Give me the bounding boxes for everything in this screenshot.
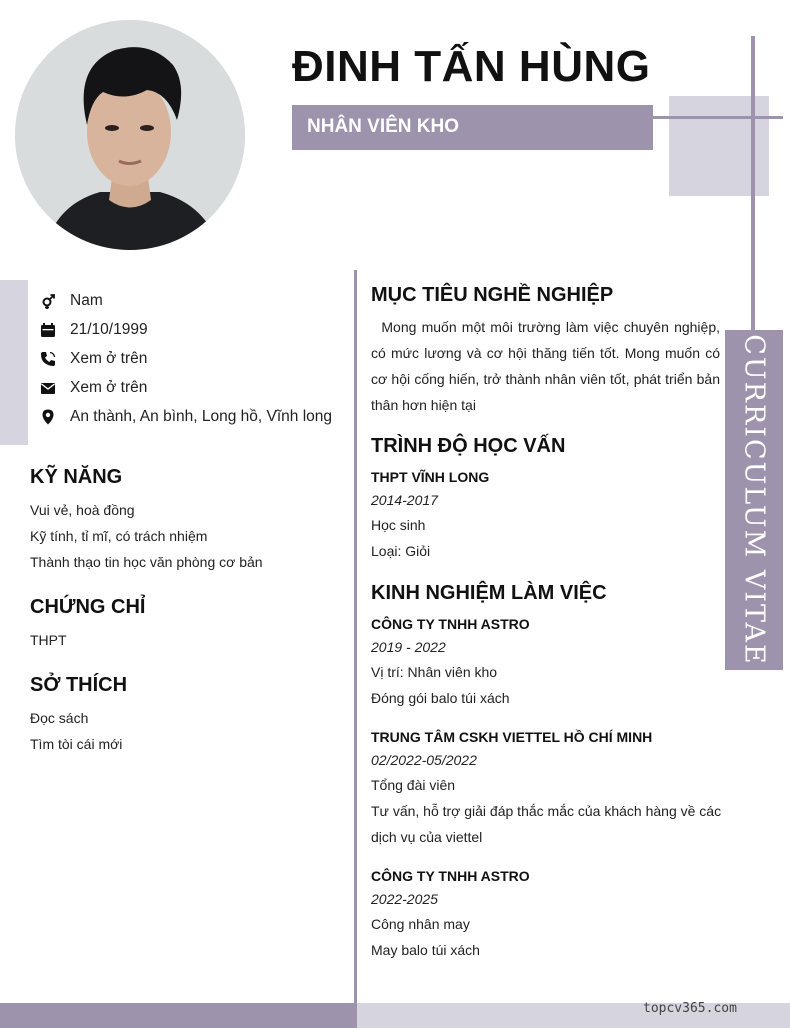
- curriculum-vitae-label: CURRICULUM VITAE: [738, 334, 770, 666]
- education-title: TRÌNH ĐỘ HỌC VẤN: [371, 435, 566, 457]
- experience-title: KINH NGHIỆM LÀM VIỆC: [371, 582, 607, 604]
- job-period: 02/2022-05/2022: [371, 752, 477, 768]
- location-pin-icon: [38, 407, 58, 427]
- objective-title: MỤC TIÊU NGHỀ NGHIỆP: [371, 284, 614, 306]
- curriculum-vitae-banner: [725, 330, 783, 670]
- hobby-item: Tìm tòi cái mới: [30, 736, 123, 752]
- job-line: Tư vấn, hỗ trợ giải đáp thắc mắc của khách hàng về các: [371, 803, 722, 819]
- job-title: NHÂN VIÊN KHO: [307, 116, 460, 137]
- contact-address: [38, 406, 332, 428]
- skills-title: KỸ NĂNG: [30, 466, 123, 488]
- job-line: Đóng gói balo túi xách: [371, 690, 510, 706]
- calendar-icon: [38, 320, 58, 340]
- certificate-item: THPT: [30, 632, 67, 648]
- contact-email: [38, 377, 147, 399]
- job-company: CÔNG TY TNHH ASTRO: [371, 868, 530, 884]
- decorative-vertical-line: [751, 36, 755, 331]
- skill-item: Kỹ tính, tỉ mĩ, có trách nhiệm: [30, 528, 208, 544]
- column-divider: [354, 270, 357, 1005]
- job-line: May balo túi xách: [371, 942, 480, 958]
- job-line: Vị trí: Nhân viên kho: [371, 664, 498, 680]
- profile-photo: [15, 20, 245, 250]
- contact-phone: [38, 348, 147, 370]
- footer-bar-left: [0, 1003, 357, 1028]
- contact-gender-text: Nam: [70, 292, 103, 309]
- gender-icon: [38, 291, 58, 311]
- footer-site: topcv365.com: [643, 1001, 737, 1016]
- education-period: 2014-2017: [371, 492, 438, 508]
- phone-icon: [38, 349, 58, 369]
- decorative-horizontal-line: [653, 116, 783, 119]
- hobby-item: Đọc sách: [30, 710, 89, 726]
- hobbies-title: SỞ THÍCH: [30, 674, 128, 696]
- education-school: THPT VĨNH LONG: [371, 469, 490, 485]
- objective-text: Mong muốn một môi trường làm việc chuyên nghiệp, có mức lương và cơ hội thăng tiến tốt. Mong muốn có cơ hội cống hiến, trở thành nhân viên tốt, phát triển bản thân hơn hiện tại: [371, 319, 720, 413]
- candidate-name: ĐINH TẤN HÙNG: [292, 42, 651, 91]
- skill-item: Vui vẻ, hoà đồng: [30, 502, 135, 518]
- job-period: 2019 - 2022: [371, 639, 446, 655]
- education-line: Học sinh: [371, 517, 426, 533]
- education-line: Loại: Giỏi: [371, 543, 431, 559]
- job-period: 2022-2025: [371, 891, 438, 907]
- contact-birthday: [38, 319, 148, 341]
- contact-phone-text: Xem ở trên: [70, 350, 148, 367]
- contact-gender: [38, 290, 103, 312]
- job-company: TRUNG TÂM CSKH VIETTEL HỒ CHÍ MINH: [371, 729, 653, 745]
- certificates-title: CHỨNG CHỈ: [30, 596, 146, 618]
- job-line: Công nhân may: [371, 916, 470, 932]
- contact-birthday-text: 21/10/1999: [70, 321, 148, 338]
- job-company: CÔNG TY TNHH ASTRO: [371, 616, 530, 632]
- contact-email-text: Xem ở trên: [70, 379, 148, 396]
- envelope-icon: [38, 378, 58, 398]
- contact-address-text: An thành, An bình, Long hồ, Vĩnh long: [70, 408, 332, 425]
- job-line: dịch vụ của viettel: [371, 829, 483, 845]
- contact-accent-tab: [0, 280, 28, 445]
- job-line: Tổng đài viên: [371, 777, 456, 793]
- skill-item: Thành thạo tin học văn phòng cơ bản: [30, 554, 263, 570]
